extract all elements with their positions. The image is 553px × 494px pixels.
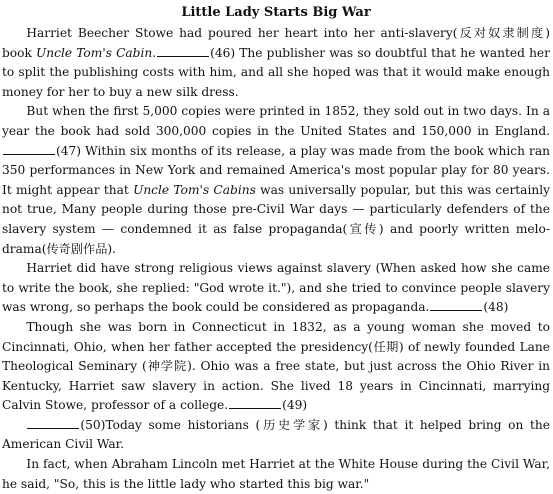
answer-blank-48[interactable] (430, 298, 482, 311)
answer-blank-50[interactable] (27, 416, 79, 429)
question-number-46: (46) (210, 45, 236, 60)
question-number-49: (49) (282, 398, 308, 413)
paragraph-1 (2, 24, 550, 102)
paragraph-4 (2, 318, 550, 416)
p2-text-a: But when the first 5,000 copies were printed in 1852, they sold out in two days. In a year the book had sold 300,000 copies in the United States and 150,000 in England. (2, 104, 550, 138)
p1-text-a: Harriet Beecher Stowe had poured her heart into her anti-slavery(反对奴隶制度) book (2, 26, 550, 60)
answer-blank-47[interactable] (3, 142, 55, 155)
document (2, 0, 550, 494)
question-number-47: (47) (56, 143, 82, 158)
question-number-50: (50) (80, 417, 106, 432)
paragraph-6 (2, 455, 550, 494)
book-title: Uncle Tom's Cabin (36, 45, 153, 60)
question-number-48: (48) (483, 300, 509, 315)
p6-text-a: In fact, when Abraham Lincoln met Harriet at the White House during the Civil War, he said, "So, this is the little lady who started this big war." (2, 457, 550, 491)
p1-text-b: . (152, 45, 157, 60)
p5-text-a: Today some historians (历史学家) think that it helped bring on the American Civil War. (2, 417, 550, 452)
paragraph-5 (2, 416, 550, 455)
p1-text-c: The publisher was so doubtful that he wanted her to split the publishing costs with him, and all she hoped was that it would make enough money for her to buy a new silk dress. (2, 45, 550, 99)
document-title: Little Lady Starts Big War (181, 5, 371, 20)
book-title: Uncle Tom's Cabins (133, 182, 256, 197)
paragraph-3 (2, 259, 550, 318)
paragraph-2 (2, 102, 550, 259)
p3-text-a: Harriet did have strong religious views against slavery (When asked how she came to write the book, she replied: "God wrote it."), and she tried to convince people slavery was wrong, so perhaps the book could be considered as propaganda. (2, 261, 550, 315)
p4-text-a: Though she was born in Connecticut in 1832, as a young woman she moved to Cincinnati, Ohio, when her father accepted the presidency(任期) of newly founded Lane Theological Seminary (神学院). Ohio was a free state, but just across the Ohio River in Kentucky, Harriet saw slavery in action. She lived 18 years in Cincinnati, marrying Calvin Stowe, professor of a college. (2, 319, 550, 413)
p2-text-b: Within six months of its release, a play was made from the book which ran 350 performances in New York and remained America's most popular play for 80 years. It might appear that (2, 143, 550, 197)
answer-blank-46[interactable] (157, 44, 209, 57)
answer-blank-49[interactable] (229, 396, 281, 409)
p2-text-c: was universally popular, but this was certainly not true, Many people during those pre-Civil War days — particularly defenders of the slavery system — condemned it as false propaganda(宣传) and poorly written melo-drama(传奇剧作品). (2, 182, 550, 256)
